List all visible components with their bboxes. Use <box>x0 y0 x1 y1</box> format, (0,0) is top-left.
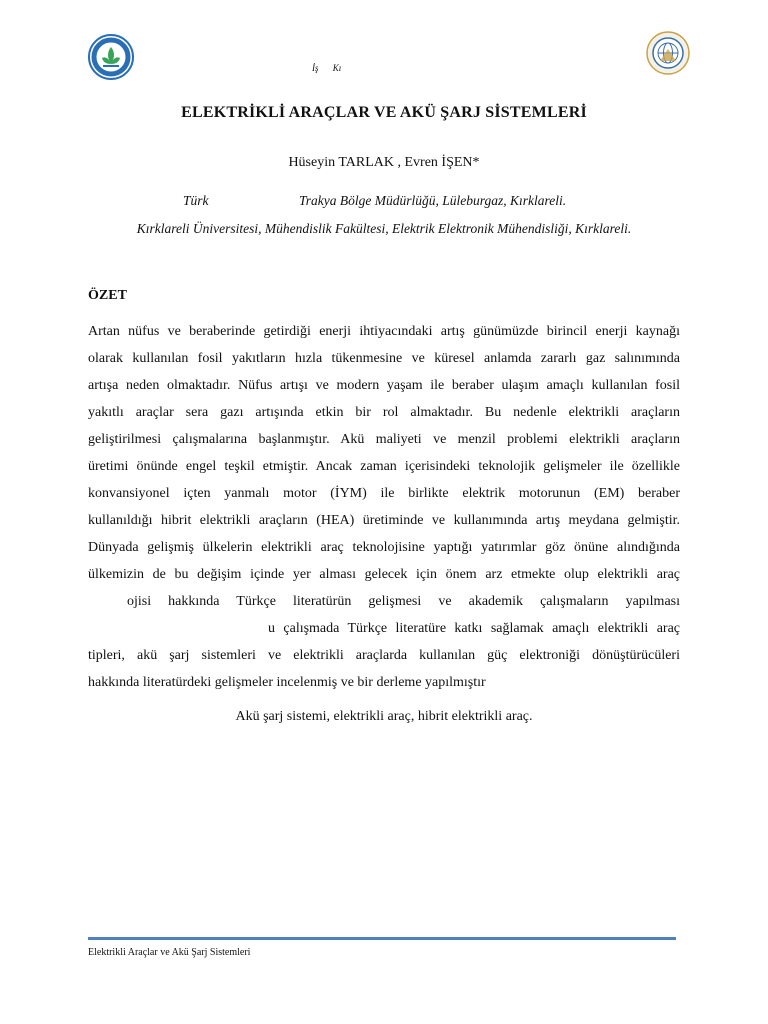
header-mark-right: Kı <box>332 63 342 73</box>
abstract-line: Dünyada gelişmiş ülkelerin elektrikli araç teknolojisine yaptığı yatırımlar göz önüne alındığında <box>88 540 680 555</box>
abstract-line: yakıtlı araçlar sera gazı artışında etkin bir rol almaktadır. Bu nedenle elektrikli araçların <box>88 405 680 420</box>
abstract-line: Artan nüfus ve beraberinde getirdiği enerji ihtiyacındaki artış günümüzde birincil enerji kaynağı <box>88 324 680 339</box>
university-seal-left-icon <box>88 34 134 80</box>
abstract-line: olarak kullanılan fosil yakıtların hızla tükenmesine ve küresel anlamda zararlı gaz salınımında <box>88 351 680 366</box>
affiliation-2: Kırklareli Üniversitesi, Mühendislik Fakültesi, Elektrik Elektronik Mühendisliği, Kırklareli. <box>136 221 632 236</box>
abstract-line: u çalışmada Türkçe literatüre katkı sağlamak amaçlı elektrikli araç <box>268 621 680 636</box>
abstract-heading: ÖZET <box>88 288 127 303</box>
abstract-line: artışa neden olmaktadır. Nüfus artışı ve modern yaşam ile beraber ulaşım amaçlı kullanılan fosil <box>88 378 680 393</box>
abstract-line: tipleri, akü şarj sistemleri ve elektrikli araçlarda kullanılan güç elektroniği dönüştürücüleri <box>88 648 680 663</box>
affiliation-1: Trakya Bölge Müdürlüğü, Lüleburgaz, Kırklareli. <box>299 193 567 208</box>
abstract-line: kullanıldığı hibrit elektrikli araçların (HEA) üretiminde ve kullanımında artış meydana gelmiştir. <box>88 513 680 528</box>
abstract-line: üretimi önünde engel teşkil etmiştir. Ancak zaman içerisindeki teknolojik gelişmeler ile özellikle <box>88 459 680 474</box>
university-seal-right-icon <box>646 31 690 75</box>
paper-title: ELEKTRİKLİ ARAÇLAR VE AKÜ ŞARJ SİSTEMLERİ <box>181 104 587 121</box>
abstract-line: konvansiyonel içten yanmalı motor (İYM) ile birlikte elektrik motorunun (EM) beraber <box>88 486 680 501</box>
header-mark-left: İş <box>312 63 319 73</box>
footer-divider <box>88 937 676 940</box>
affiliation-1-prefix: Türk <box>183 193 209 208</box>
paper-authors: Hüseyin TARLAK , Evren İŞEN* <box>288 155 480 170</box>
header-mark <box>312 63 341 73</box>
abstract-line: geliştirilmesi çalışmalarına başlanmıştır. Akü maliyeti ve menzil problemi elektrikli araçların <box>88 432 680 447</box>
abstract-line: hakkında literatürdeki gelişmeler incelenmiş ve bir derleme yapılmıştır <box>88 675 486 690</box>
abstract-line: ojisi hakkında Türkçe literatürün gelişmesi ve akademik çalışmaların yapılması <box>127 594 680 609</box>
footer-running-title: Elektrikli Araçlar ve Akü Şarj Sistemleri <box>88 947 251 958</box>
abstract-line: ülkemizin de bu değişim içinde yer alması gelecek için önem arz etmekte olup elektrikli araç <box>88 567 680 582</box>
keywords: Akü şarj sistemi, elektrikli araç, hibrit elektrikli araç. <box>235 709 533 724</box>
